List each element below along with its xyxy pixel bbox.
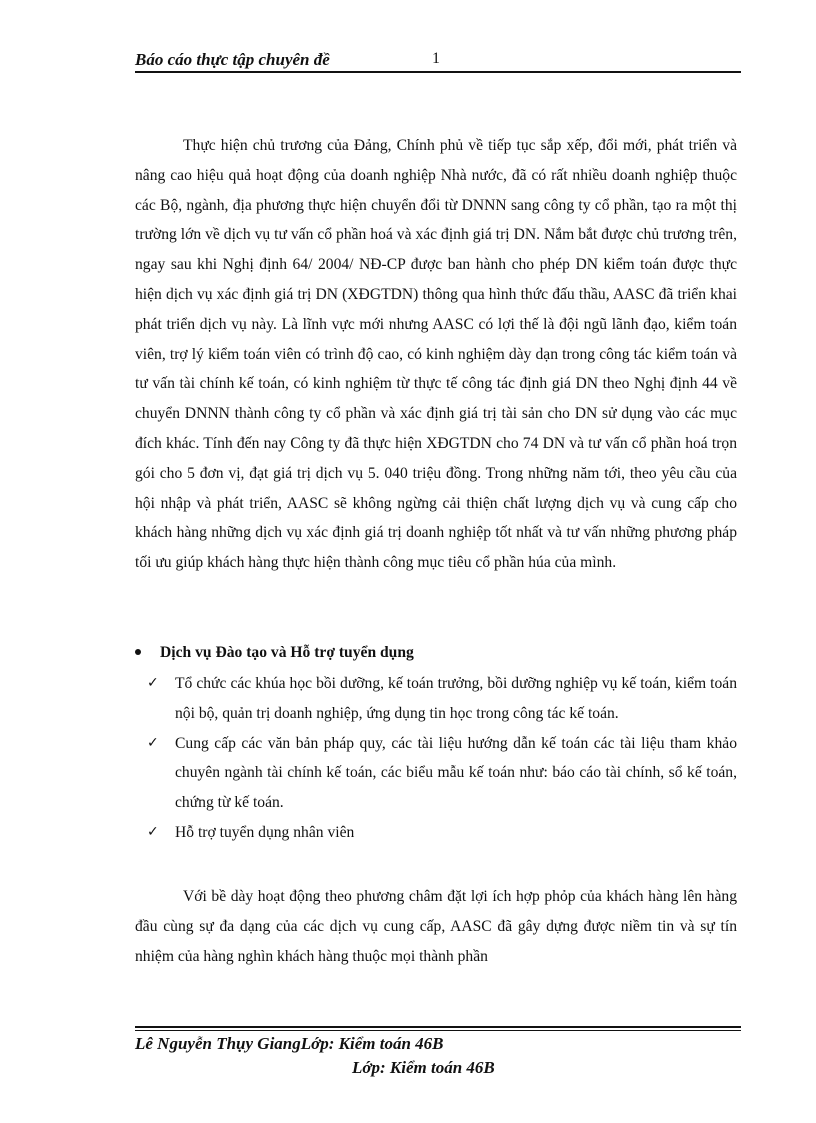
bullet-heading-text: Dịch vụ Đào tạo và Hỗ trợ tuyển dụng [160, 644, 414, 661]
page-header [135, 50, 741, 72]
check-mark-icon: ✓ [147, 675, 159, 691]
footer-divider-top [135, 1026, 741, 1028]
footer-author: Lê Nguyễn Thụy GiangLớp: Kiểm toán 46B [135, 1034, 444, 1053]
paragraph-closing: Với bề dày hoạt động theo phương châm đặt lợi ích hợp phỏp của khách hàng lên hàng đầu cùng sự đa dạng của các dịch vụ cung cấp, AASC đã gây dựng được niềm tin và sự tín nhiệm của hàng nghìn khách hàng thuộc mọi thành phần [135, 888, 737, 965]
check-item-text: Tổ chức các khúa học bồi dưỡng, kế toán trưởng, bồi dưỡng nghiệp vụ kế toán, kiểm toán nội bộ, quản trị doanh nghiệp, ứng dụng tin học trong công tác kế toán. [175, 675, 737, 722]
paragraph-intro: Thực hiện chủ trương của Đảng, Chính phủ về tiếp tục sắp xếp, đổi mới, phát triển và nâng cao hiệu quả hoạt động của doanh nghiệp Nhà nước, đã có rất nhiều doanh nghiệp thuộc các Bộ, ngành, địa phương thực hiện chuyển đổi từ DNNN sang công ty cổ phần, tạo ra một thị trường lớn về dịch vụ tư vấn cổ phần hoá và xác định giá trị DN. Nắm bắt được chủ trương trên, ngay sau khi Nghị định 64/ 2004/ NĐ-CP được ban hành cho phép DN kiểm toán được thực hiện dịch vụ xác định giá trị DN (XĐGTDN) thông qua hình thức đấu thầu, AASC đã triển khai phát triển dịch vụ này. Là lĩnh vực mới nhưng AASC có lợi thế là đội ngũ lãnh đạo, kiểm toán viên, trợ lý kiểm toán viên có trình độ cao, có kinh nghiệm dày dạn trong công tác kiểm toán và tư vấn tài chính kế toán, có kinh nghiệm từ thực tế công tác định giá DN theo Nghị định 44 về chuyển DNNN thành công ty cổ phần và xác định giá trị tài sản cho DN sử dụng vào các mục đích khác. Tính đến nay Công ty đã thực hiện XĐGTDN cho 74 DN và tư vấn cổ phần hoá trọn gói cho 5 đơn vị, đạt giá trị dịch vụ 5. 040 triệu đồng. Trong những năm tới, theo yêu cầu của hội nhập và phát triển, AASC sẽ không ngừng cải thiện chất lượng dịch vụ và cung cấp cho khách hàng những dịch vụ xác định giá trị doanh nghiệp tốt nhất và tư vấn những phương pháp tối ưu giúp khách hàng thực hiện thành công mục tiêu cổ phần húa của mình. [135, 137, 737, 572]
bullet-dot-icon [135, 649, 141, 655]
check-item-text: Hỗ trợ tuyển dụng nhân viên [175, 823, 355, 841]
footer-class: Lớp: Kiểm toán 46B [352, 1058, 495, 1077]
check-item [135, 669, 737, 729]
page-number: 1 [432, 50, 440, 67]
check-mark-icon: ✓ [147, 734, 159, 751]
check-item-text: Cung cấp các văn bản pháp quy, các tài liệu hướng dẫn kế toán các tài liệu tham khảo chuyên ngành tài chính kế toán, các biểu mẫu kế toán như: báo cáo tài chính, sổ kế toán, chứng từ kế toán. [175, 734, 737, 812]
check-list [135, 669, 737, 848]
check-mark-icon: ✓ [147, 823, 159, 840]
header-title: Báo cáo thực tập chuyên đề [135, 50, 330, 69]
footer-divider-bottom [135, 1030, 741, 1031]
header-divider [135, 71, 741, 73]
check-item [135, 818, 737, 848]
check-item [135, 729, 737, 818]
bullet-heading [135, 640, 737, 666]
body-section [135, 131, 737, 578]
